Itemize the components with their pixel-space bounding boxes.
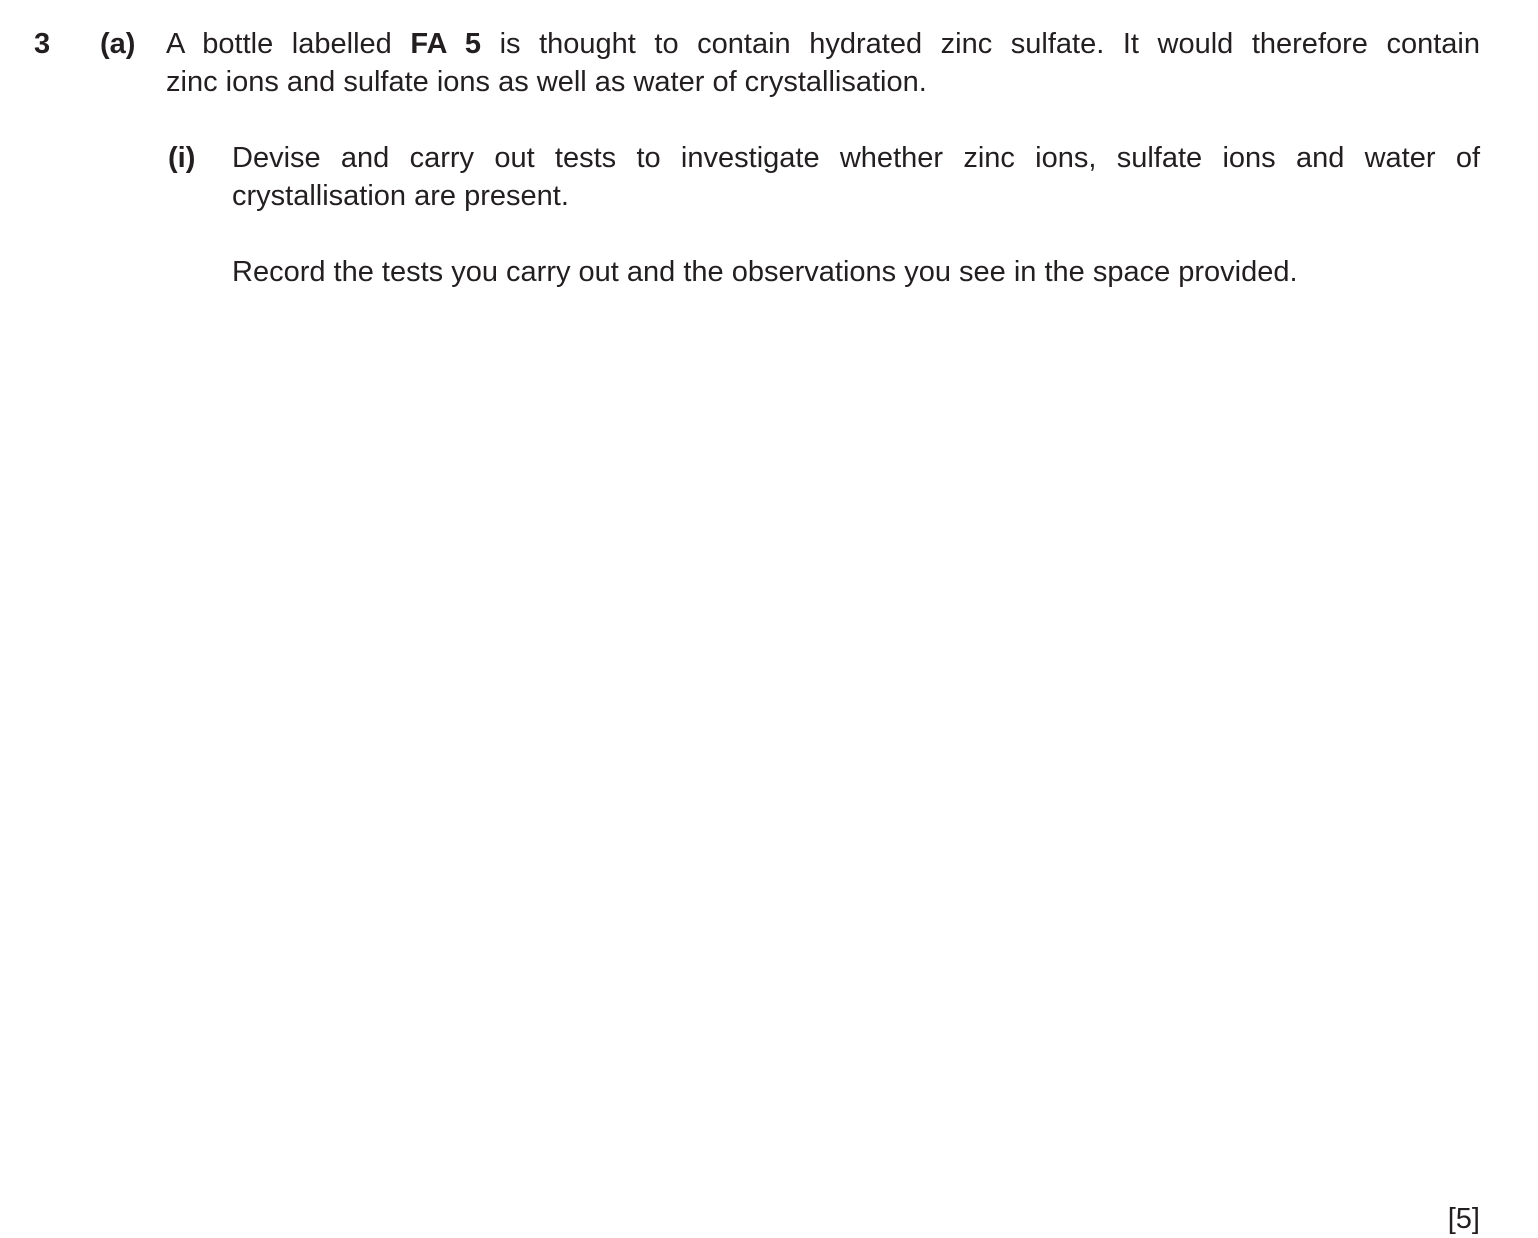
part-a-line-1-prefix: A bottle labelled	[166, 28, 411, 60]
marks-allocation: [5]	[1447, 1203, 1480, 1235]
part-i-line-1: Devise and carry out tests to investigate whether zinc ions, sulfate ions and water of	[232, 142, 1480, 174]
part-i-line-2: crystallisation are present.	[232, 180, 569, 212]
part-a-line-2: zinc ions and sulfate ions as well as water of crystallisation.	[166, 66, 927, 98]
part-i-text	[232, 139, 1480, 215]
part-i-label: (i)	[168, 142, 196, 174]
part-i-instruction: Record the tests you carry out and the observations you see in the space provided.	[232, 256, 1298, 288]
part-a-text	[166, 25, 1480, 101]
sample-label-bold: FA 5	[410, 28, 482, 60]
answer-space[interactable]	[232, 310, 1480, 1190]
part-a-line-1-suffix: is thought to contain hydrated zinc sulfate. It would therefore contain	[481, 28, 1480, 60]
part-a-label: (a)	[100, 28, 136, 60]
part-a-line-1	[166, 25, 1480, 63]
question-number: 3	[34, 28, 51, 60]
